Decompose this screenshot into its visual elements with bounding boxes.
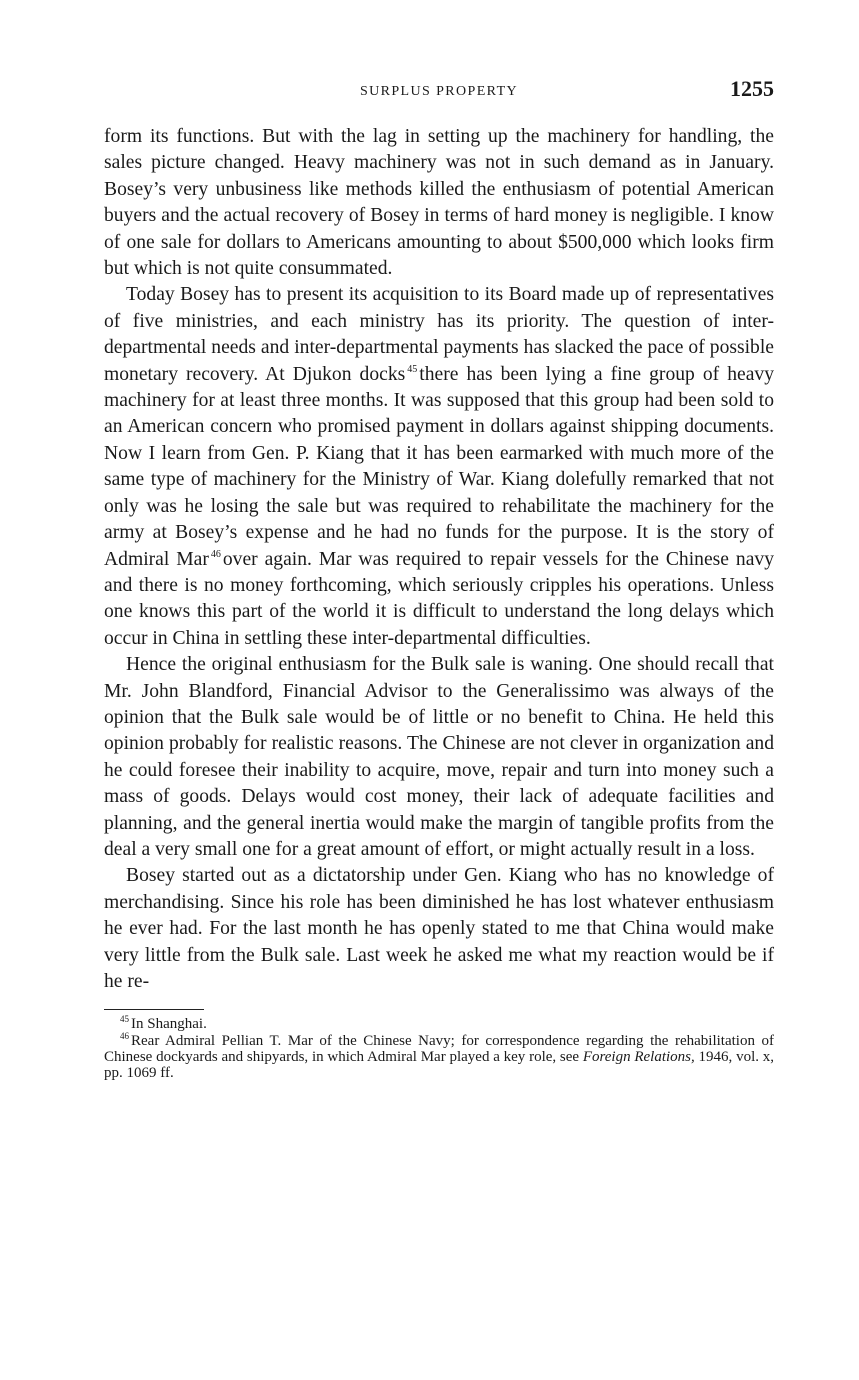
footnote-divider xyxy=(104,1009,204,1010)
body-text xyxy=(104,124,774,995)
paragraph-2-part-c: over again. Mar was required to repair vessels for the Chinese navy and there is no money forthcoming, which seriously cripples his operations. Unless one knows this part of the world it is difficult to understand the long delays which occur in China in settling these inter-departmental difficulties. xyxy=(104,548,774,649)
footnote-46-title: Foreign Relations, xyxy=(582,1048,695,1065)
footnote-46-mark: 46 xyxy=(120,1030,129,1041)
footnote-46 xyxy=(104,1030,774,1082)
document-page xyxy=(104,76,774,1081)
footnote-ref-46: 46 xyxy=(210,548,221,560)
footnote-46-text-a: Rear Admiral Pellian T. Mar of the Chinese Navy; for correspondence regarding the rehabilitation of Chinese dockyards and shipyards, in which Admiral Mar played a key role, see xyxy=(104,1032,774,1065)
paragraph-1: form its functions. But with the lag in setting up the machinery for handling, the sales picture changed. Heavy machinery was not in such demand as in January. Bosey’s very unbusiness like methods killed the enthusiasm of potential American buyers and the actual recovery of Bosey in terms of hard money is negligible. I know of one sale for dollars to Americans amounting to about $500,000 which looks firm but which is not quite consummated. xyxy=(104,126,774,280)
page-header xyxy=(104,76,774,106)
footnote-46-text-b: 1946, vol. x, pp. 1069 ff. xyxy=(104,1048,774,1082)
footnote-45 xyxy=(104,1016,774,1032)
page-number: 1255 xyxy=(730,76,774,101)
paragraph-4: Bosey started out as a dictatorship under Gen. Kiang who has no knowledge of merchandising. Since his role has been diminished he has lost whatever enthusiasm he ever had. For the last month he has openly stated to me that China would make very little from the Bulk sale. Last week he asked me what my reaction would be if he re- xyxy=(104,865,774,992)
paragraph-2-part-a: Today Bosey has to present its acquisition to its Board made up of representatives of five ministries, and each ministry has its priority. The question of inter-departmental needs and inter-departmental payments has slacked the pace of possible monetary recovery. At Djukon docks xyxy=(104,284,774,385)
footnote-ref-45: 45 xyxy=(407,364,418,376)
running-head: SURPLUS PROPERTY xyxy=(359,84,519,99)
paragraph-2 xyxy=(104,282,774,652)
footnote-45-text: In Shanghai. xyxy=(131,1016,207,1033)
footnote-45-mark: 45 xyxy=(120,1014,129,1025)
paragraph-2-part-b: there has been lying a fine group of heavy machinery for at least three months. It was supposed that this group had been sold to an American concern who promised payment in dollars against shipping documents. Now I learn from Gen. P. Kiang that it has been earmarked with much more of the same type of machinery for the Ministry of War. Kiang dolefully remarked that not only was he losing the sale but was required to rehabilitate the machinery for the army at Bosey’s expense and he had no funds for the purpose. It is the story of Admiral Mar xyxy=(104,363,774,570)
paragraph-3: Hence the original enthusiasm for the Bulk sale is waning. One should recall that Mr. John Blandford, Financial Advisor to the Generalissimo was always of the opinion that the Bulk sale would be of little or no benefit to China. He held this opinion probably for realistic reasons. The Chinese are not clever in organization and he could foresee their inability to acquire, move, repair and turn into money such a mass of goods. Delays would cost money, their lack of adequate facilities and planning, and the general inertia would make the margin of tangible profits from the deal a very small one for a great amount of effort, or might actually result in a loss. xyxy=(104,654,774,860)
footnotes xyxy=(104,1016,774,1081)
